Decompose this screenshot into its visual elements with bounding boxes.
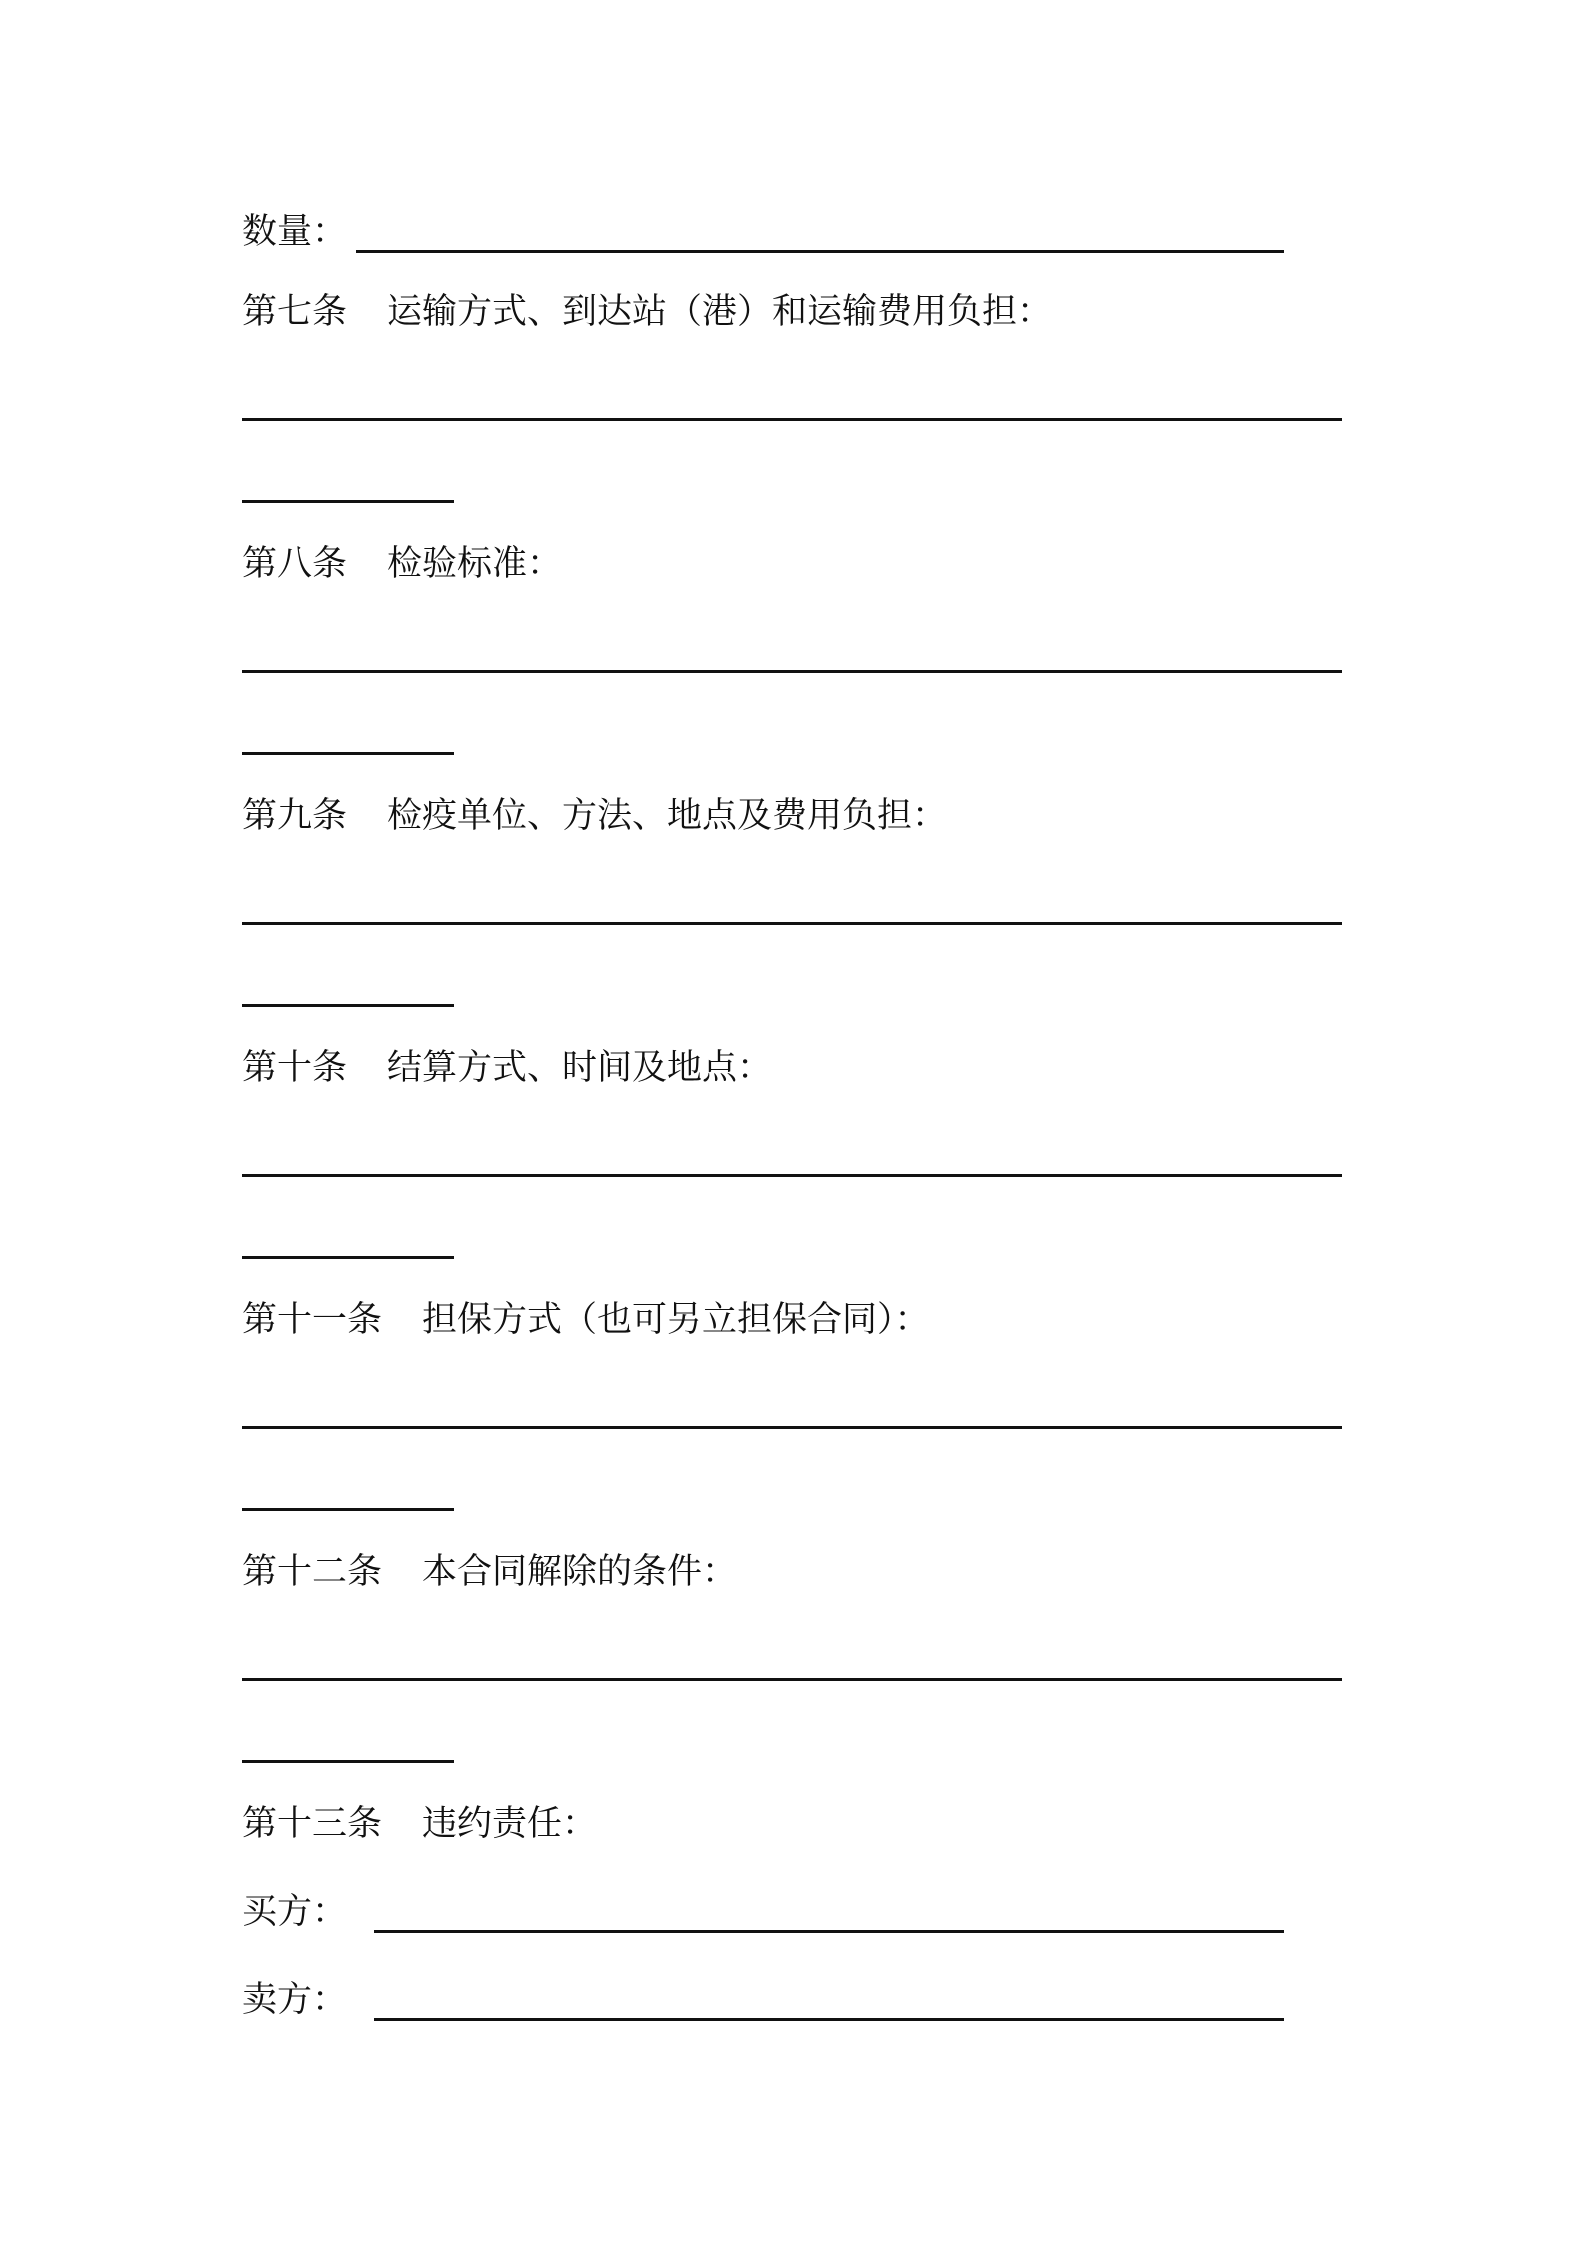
article-9-blank-line-1[interactable] [242,922,1342,925]
article-11-heading [242,1296,930,1344]
article-number: 第十二条 [242,1552,383,1592]
buyer-row [242,1888,347,1936]
article-7-blank-line-2[interactable] [242,500,454,503]
seller-row [242,1976,347,2024]
seller-label: 卖方： [242,1980,348,2020]
article-10-blank-line-2[interactable] [242,1256,454,1259]
article-number: 第八条 [242,544,348,584]
article-title: 担保方式（也可另立担保合同）： [422,1300,930,1340]
article-title: 违约责任： [422,1804,598,1844]
article-12-blank-line-1[interactable] [242,1678,1342,1681]
article-number: 第十一条 [242,1300,383,1340]
article-title: 结算方式、时间及地点： [387,1048,773,1088]
article-8-heading [242,540,562,588]
quantity-label: 数量： [242,212,348,252]
article-title: 检验标准： [387,544,563,584]
article-9-blank-line-2[interactable] [242,1004,454,1007]
article-title: 检疫单位、方法、地点及费用负担： [387,796,948,836]
seller-blank-line[interactable] [374,2018,1284,2021]
article-title: 本合同解除的条件： [422,1552,738,1592]
article-8-blank-line-1[interactable] [242,670,1342,673]
article-number: 第九条 [242,796,348,836]
article-8-blank-line-2[interactable] [242,752,454,755]
article-number: 第十条 [242,1048,348,1088]
quantity-row [242,208,347,256]
article-10-heading [242,1044,772,1092]
article-7-heading [242,288,1052,336]
article-number: 第七条 [242,292,348,332]
buyer-blank-line[interactable] [374,1930,1284,1933]
article-number: 第十三条 [242,1804,383,1844]
article-7-blank-line-1[interactable] [242,418,1342,421]
article-10-blank-line-1[interactable] [242,1174,1342,1177]
buyer-label: 买方： [242,1892,348,1932]
article-12-blank-line-2[interactable] [242,1760,454,1763]
article-9-heading [242,792,947,840]
article-title: 运输方式、到达站（港）和运输费用负担： [387,292,1053,332]
article-13-heading [242,1800,597,1848]
article-12-heading [242,1548,737,1596]
article-11-blank-line-1[interactable] [242,1426,1342,1429]
quantity-blank-line[interactable] [356,250,1284,253]
article-11-blank-line-2[interactable] [242,1508,454,1511]
